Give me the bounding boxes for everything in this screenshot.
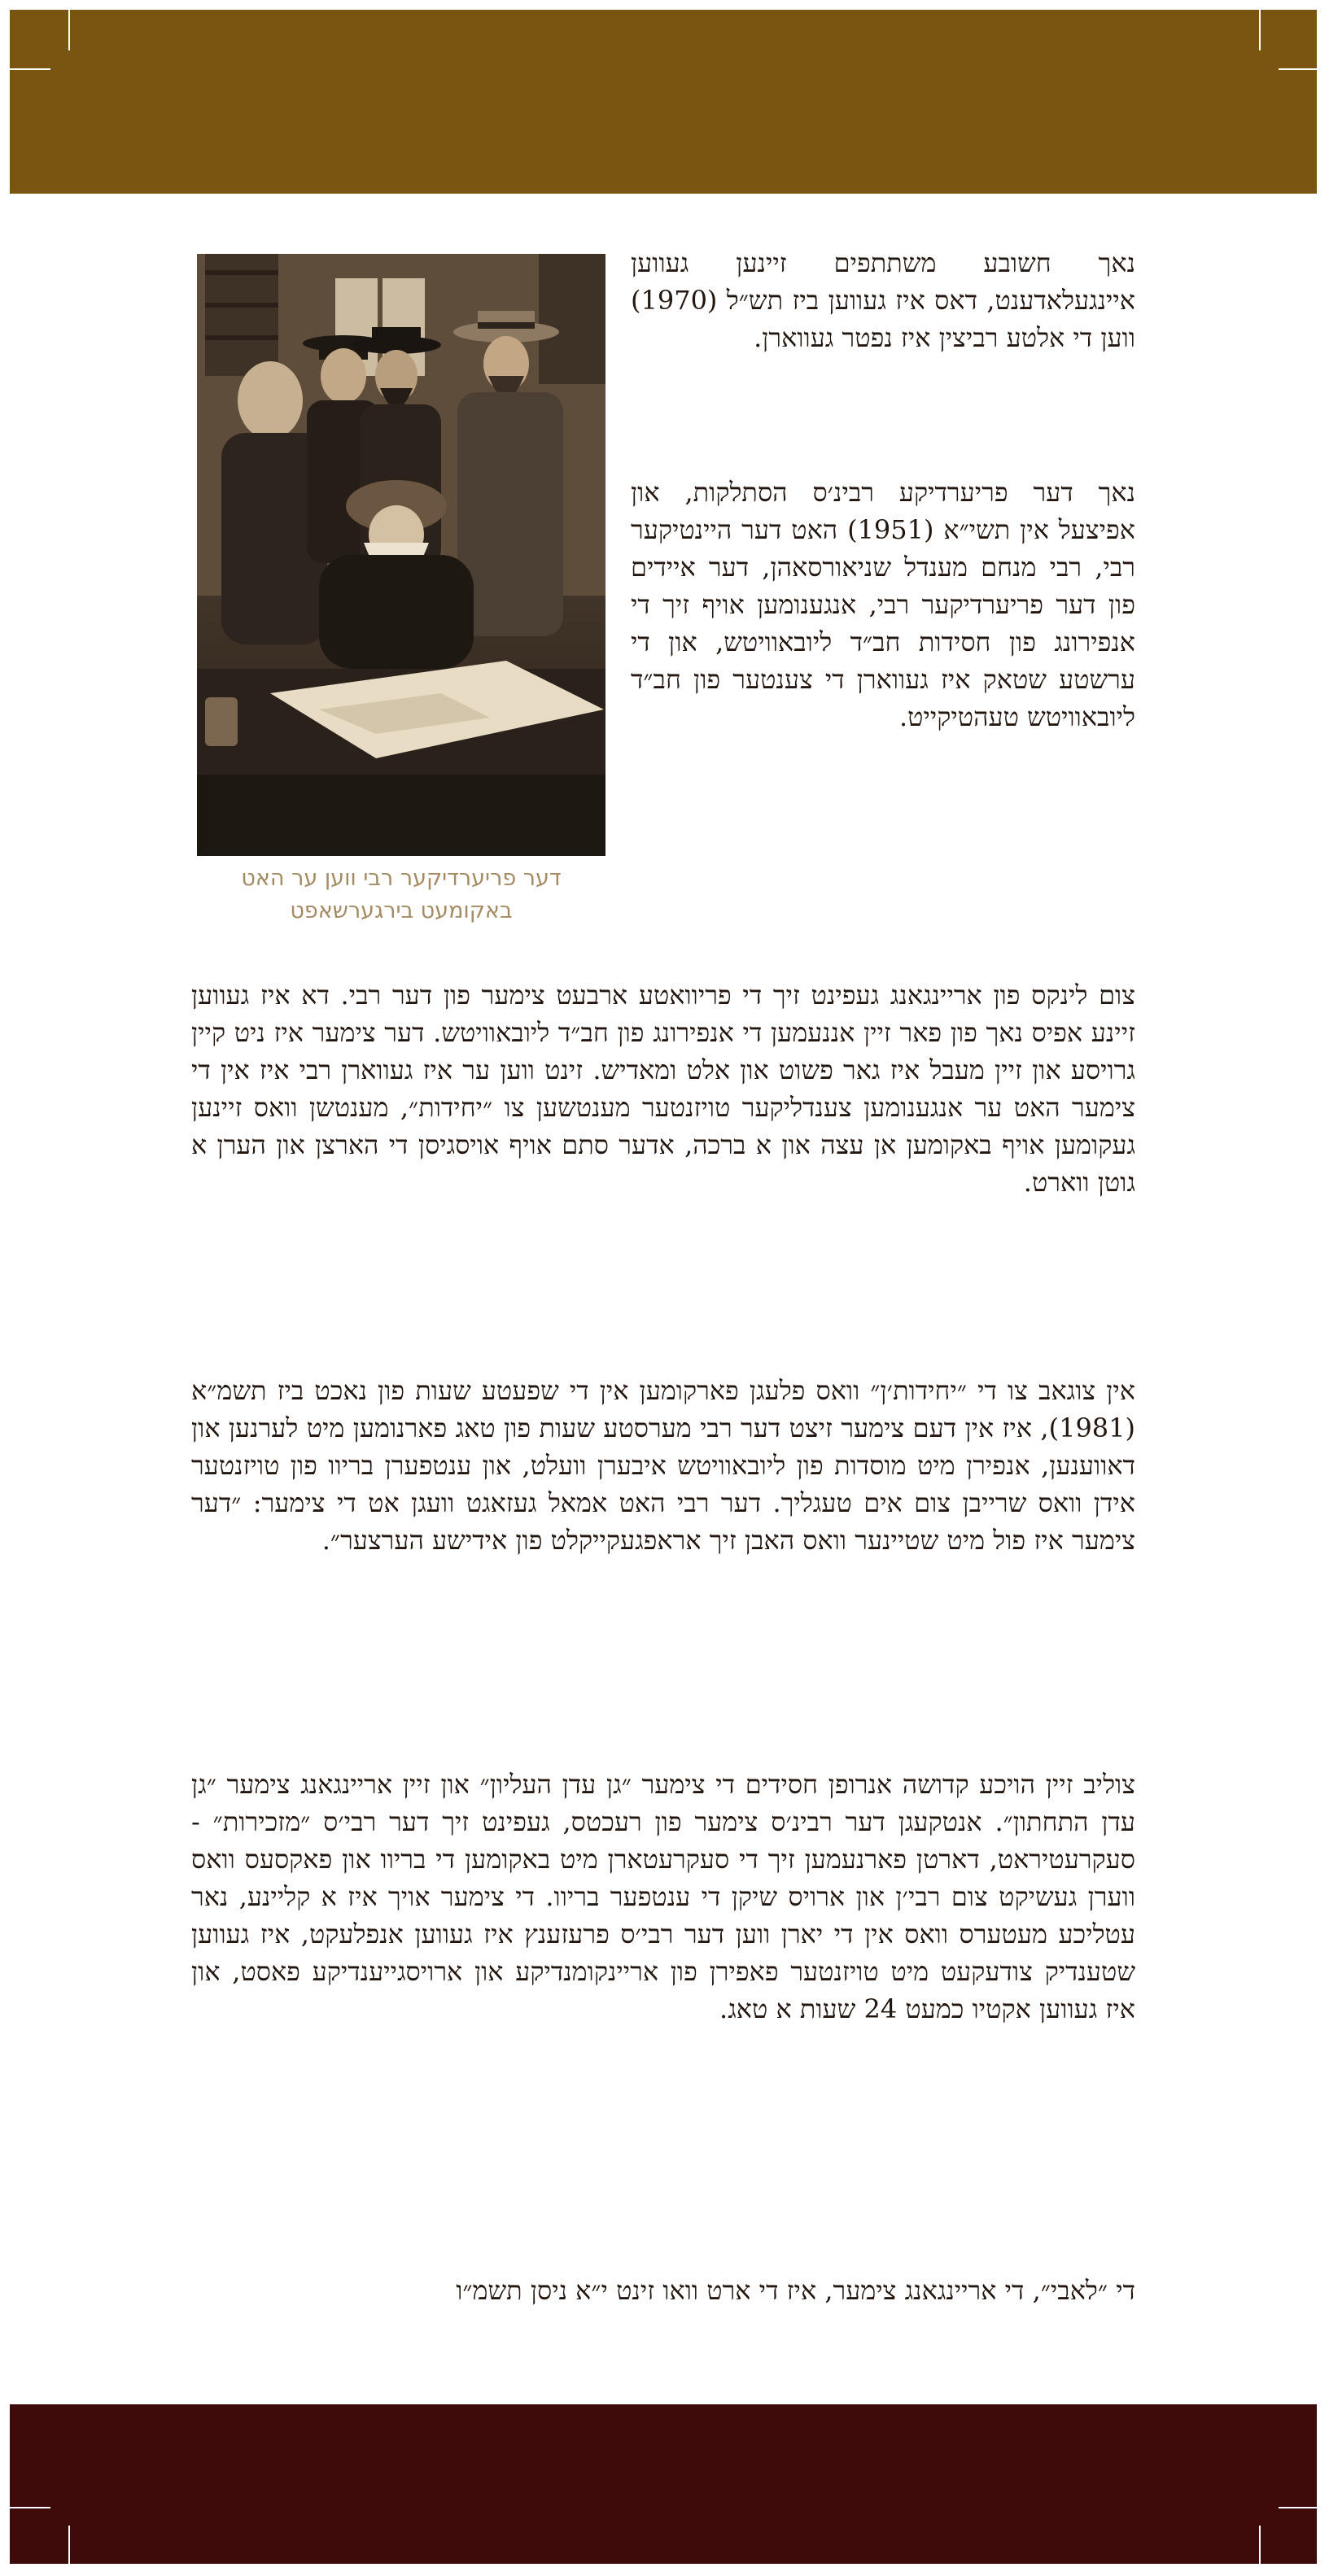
paragraph: די ״לאבי״, די אריינגאנג צימער, איז די ארט וואו זינט י״א ניסן תשמ״ו [456, 2275, 1135, 2306]
caption-line: דער פריערדיקער רבי ווען ער האט [241, 866, 562, 891]
paragraph: אין צוגאב צו די ״יחידות׳ן״ וואס פלעגן פארקומען אין די שפעטע שעות פון נאכט ביז תשמ״א (1981), איז אין דעם צימער זיצט דער רבי מערסטע שעות פון טאג פארנומען מיט לערנען און דאווענען, אנפירן מיט מוסדות פון ליובאוויטש איבערן וועלט, און ענטפערן בריוו פון טויזנטער אידן וואס שרייבן צום אים טעגליך. דער רבי האט אמאל געזאגט וועגן אט די צימער: ״דער צימער איז פול מיט שטיינער וואס האבן זיך אראפגעקייקלט פון אידישע הערצער״. [191, 1375, 1136, 1556]
caption-line: באקומעט בירגערשאפט [290, 898, 513, 923]
crop-mark [1259, 2526, 1261, 2576]
crop-mark [1259, 0, 1261, 50]
paragraph: צוליב זיין הויכע קדושה אנרופן חסידים די צימער ״גן עדן העליון״ און זיין אריינגאנג צימער ״גן עדן התחתון״. אנטקעגן דער רבינ׳ס צימער פון רעכטס, געפינט זיך דער רבי׳ס ״מזכירות״ - סעקרעטיראט, דארטן פארנעמען זיך די סעקרעטארן מיט באקומען די בריוו און פאקסעס וואס ווערן געשיקט צום רבי׳ן און ארויס שיקן די ענטפער בריוו. די צימער אויך איז א קליינע, נאר עטליכע מעטערס וואס אין די יארן ווען דער רבי׳ס פרעזענץ איז געווען אנפלעקט, איז געווען שטענדיק צודעקעט מיט טויזנטער פאפירן פון אריינקומנדיקע און ארויסגייענדיקע פאסט, און איז געווען אקטיו כמעט 24 שעות א טאג. [191, 1769, 1136, 2024]
paragraph: נאך חשובע משתתפים זיינען געווען איינגעלאדענט, דאס איז געווען ביז תש״ל (1970) ווען די אלטע רביצין איז נפטר געווארן. [631, 247, 1135, 353]
historic-photo [197, 254, 605, 856]
header-band [10, 10, 1317, 194]
crop-mark [68, 0, 70, 50]
footer-band [10, 2404, 1317, 2564]
crop-mark [0, 2507, 50, 2508]
crop-mark [1279, 2507, 1329, 2508]
crop-mark [0, 68, 50, 70]
paragraph: צום לינקס פון אריינגאנג געפינט זיך די פריוואטע ארבעט צימער פון דער רבי. דא איז געווען זיינע אפיס נאך פון פאר זיין אננעמען די אנפירונג פון חב״ד ליובאוויטש. דער צימער איז ניט קיין גרויסע און זיין מעבל איז גאר פשוט און אלט ומאדיש. זינט ווען ער איז געווארן רבי איז אין די צימער האט ער אנגענומען צענדליקער טויזנטער מענטשען צו ״יחידות״, מענטשן וואס זיינען געקומען אויף באקומען אן עצה און א ברכה, אדער סתם אויף אויסגיסן די הארצן און הערן א גוטן ווארט. [191, 980, 1135, 1198]
crop-mark [1279, 68, 1329, 70]
crop-mark [68, 2526, 70, 2576]
photo-caption [197, 862, 605, 928]
paragraph: נאך דער פריערדיקע רבינ׳ס הסתלקות, און אפיצעל אין תשי״א (1951) האט דער היינטיקער רבי, רבי מנחם מענדל שניאורסאהן, דער איידים פון דער פריערדיקער רבי, אנגענומען אויף זיך די אנפירונג פון חסידות חב״ד ליובאוויטש, און די ערשטע שטאק איז געווארן די צענטער פון חב״ד ליובאוויטש טעהטיקייט. [631, 477, 1136, 732]
